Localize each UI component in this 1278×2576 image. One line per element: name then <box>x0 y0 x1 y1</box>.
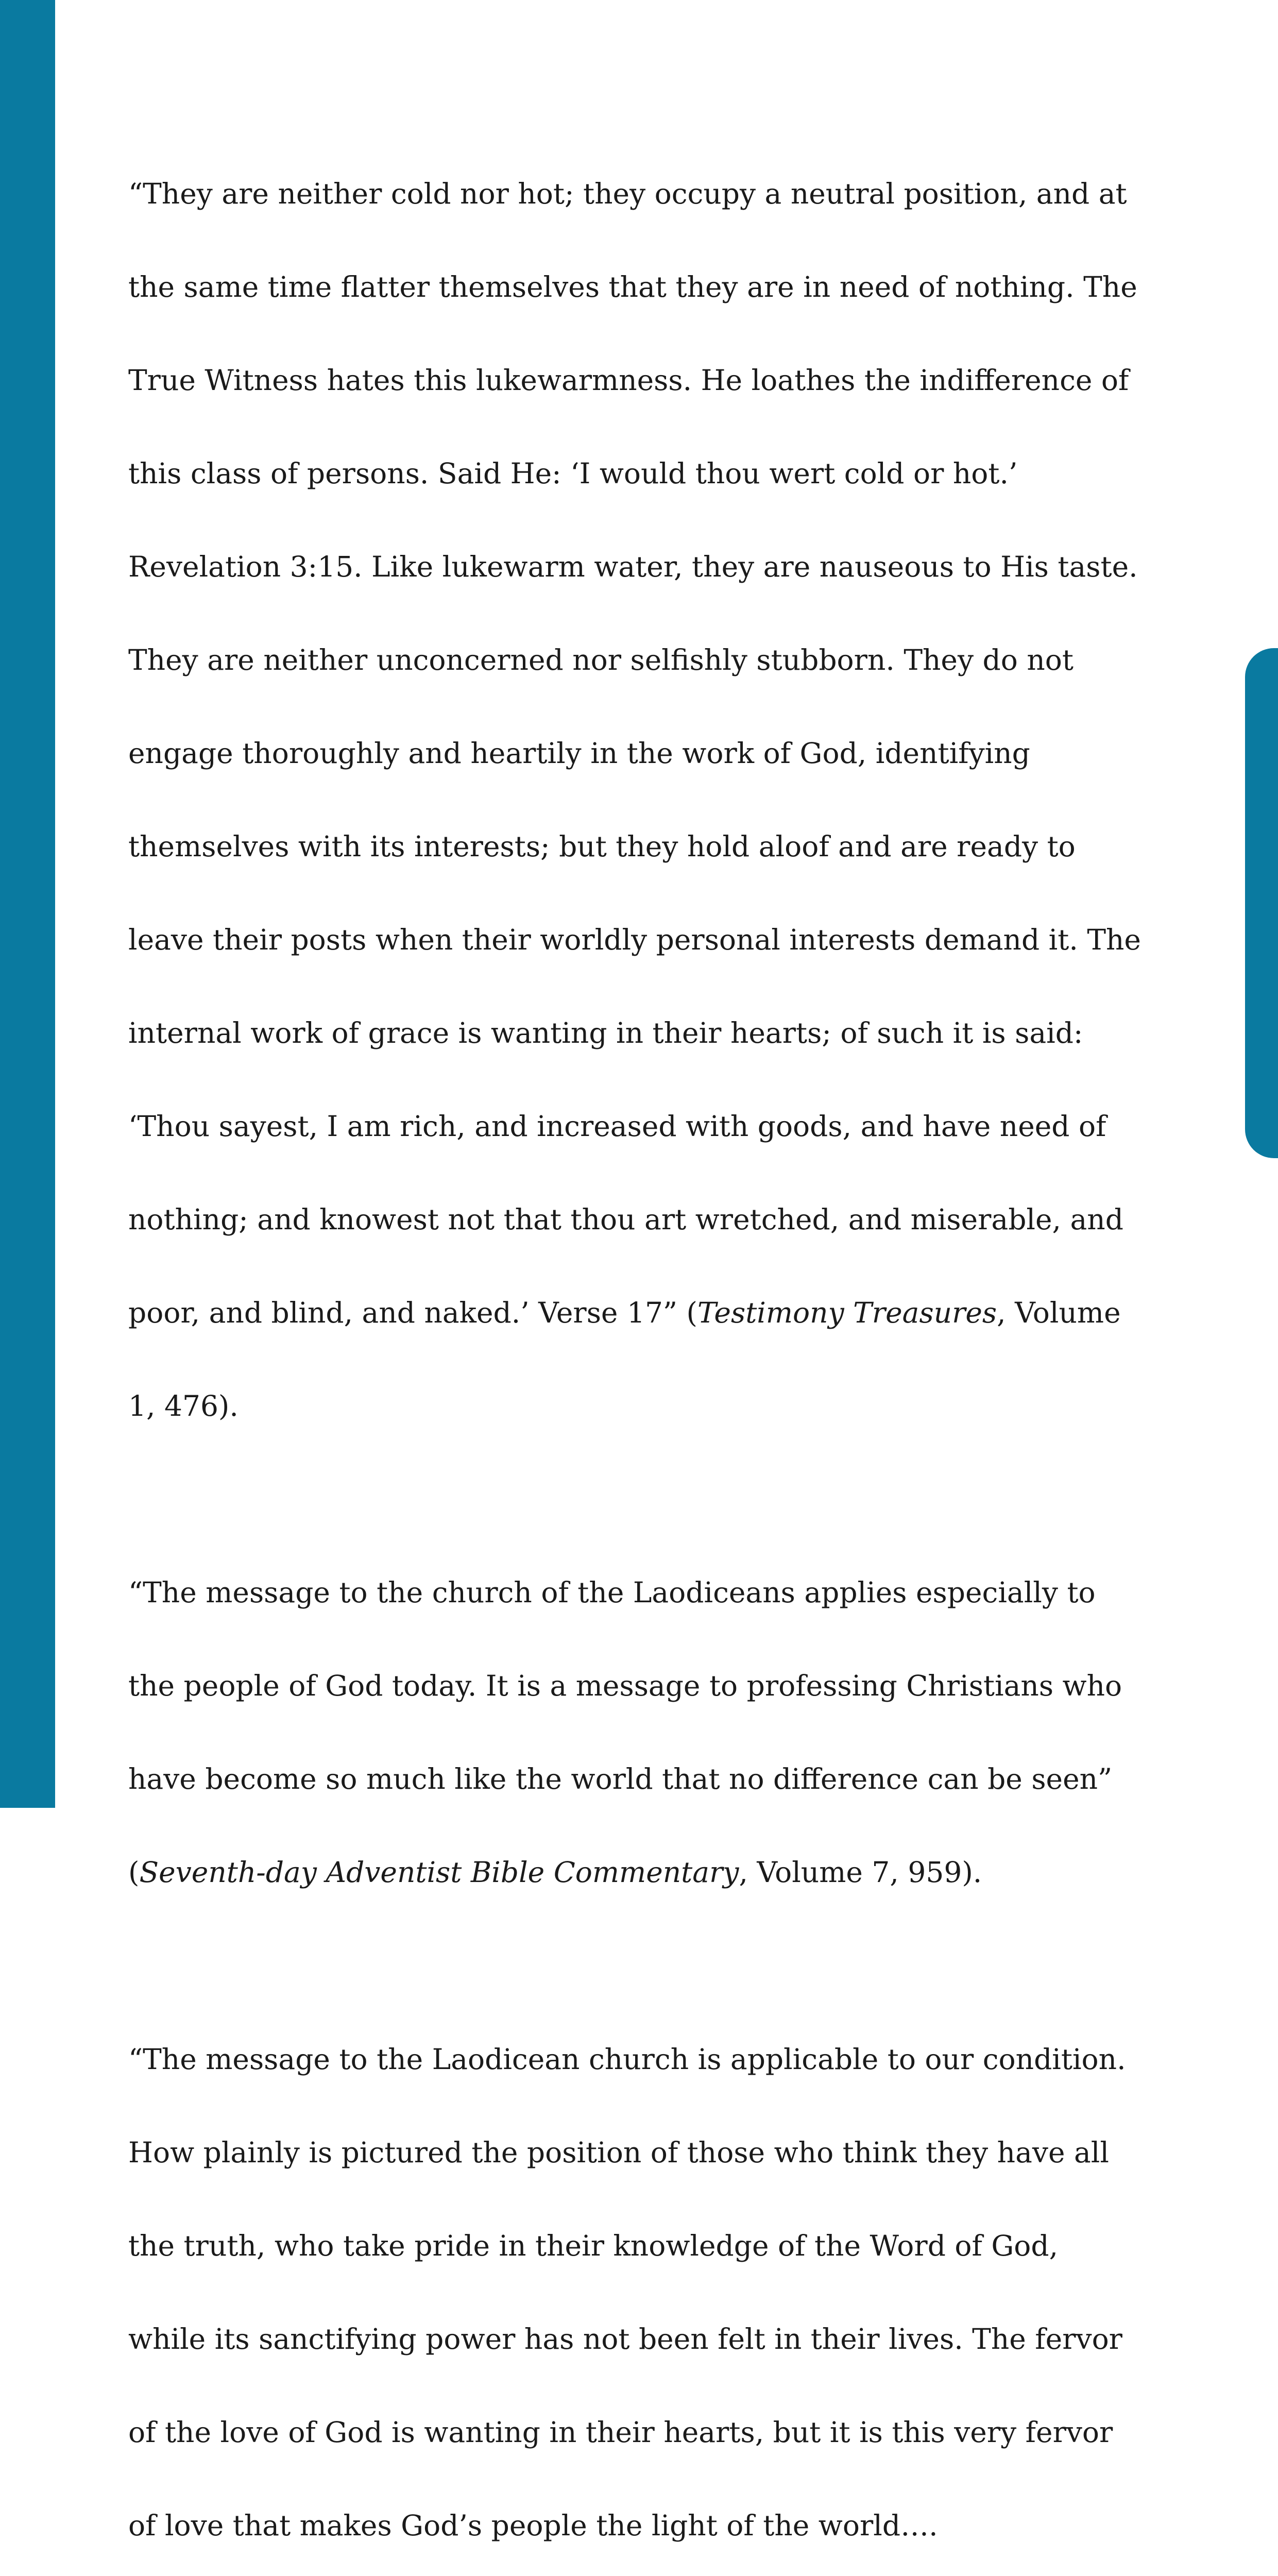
citation-book-title: Seventh-day Adventist Bible Commentary <box>139 1856 739 1889</box>
citation-text-after: , Volume 7, 959). <box>739 1856 982 1889</box>
citation-text-after: , Volume <box>997 1296 1121 1329</box>
text-line: of the love of God is wanting in their hearts, but it is this very fervor <box>128 2415 1113 2449</box>
page-body <box>128 124 1169 2576</box>
text-line: the people of God today. It is a message to professing Christians who <box>128 1669 1122 1702</box>
quote-paragraph-2 <box>128 1523 1169 1943</box>
quote-paragraph-3 <box>128 1989 1169 2576</box>
text-line: nothing; and knowest not that thou art wretched, and miserable, and <box>128 1202 1123 1236</box>
text-line: have become so much like the world that no difference can be seen” <box>128 1762 1113 1795</box>
text-line: ‘Thou sayest, I am rich, and increased with goods, and have need of <box>128 1109 1106 1143</box>
quote-paragraph-1 <box>128 124 1169 1476</box>
text-line: Revelation 3:15. Like lukewarm water, they are nauseous to His taste. <box>128 550 1138 583</box>
text-line: leave their posts when their worldly personal interests demand it. The <box>128 923 1141 956</box>
text-line: “The message to the church of the Laodiceans applies especially to <box>128 1576 1096 1609</box>
citation-text-before: ( <box>128 1856 140 1889</box>
text-line: themselves with its interests; but they hold aloof and are ready to <box>128 829 1076 863</box>
text-line: “The message to the Laodicean church is applicable to our condition. <box>128 2042 1126 2076</box>
text-line: True Witness hates this lukewarmness. He loathes the indifference of <box>128 363 1129 397</box>
side-tab-marker <box>1245 648 1278 1158</box>
citation-line <box>128 1849 1169 1896</box>
citation-line <box>128 1290 1169 1336</box>
text-line: while its sanctifying power has not been felt in their lives. The fervor <box>128 2322 1122 2355</box>
citation-text-before: poor, and blind, and naked.’ Verse 17” ( <box>128 1296 697 1329</box>
left-accent-bar <box>0 0 55 1808</box>
citation-book-title: Testimony Treasures <box>697 1296 997 1329</box>
text-line: internal work of grace is wanting in their hearts; of such it is said: <box>128 1016 1083 1049</box>
text-line: They are neither unconcerned nor selfishly stubborn. They do not <box>128 643 1073 676</box>
text-line: 1, 476). <box>128 1389 238 1422</box>
text-line: How plainly is pictured the position of those who think they have all <box>128 2136 1109 2169</box>
text-line: this class of persons. Said He: ‘I would thou wert cold or hot.’ <box>128 456 1018 490</box>
text-line: the truth, who take pride in their knowledge of the Word of God, <box>128 2229 1059 2262</box>
text-line: the same time flatter themselves that they are in need of nothing. The <box>128 270 1137 303</box>
text-line: “They are neither cold nor hot; they occupy a neutral position, and at <box>128 177 1127 210</box>
text-line: of love that makes God’s people the light of the world…. <box>128 2509 938 2542</box>
text-line: engage thoroughly and heartily in the work of God, identifying <box>128 736 1030 770</box>
